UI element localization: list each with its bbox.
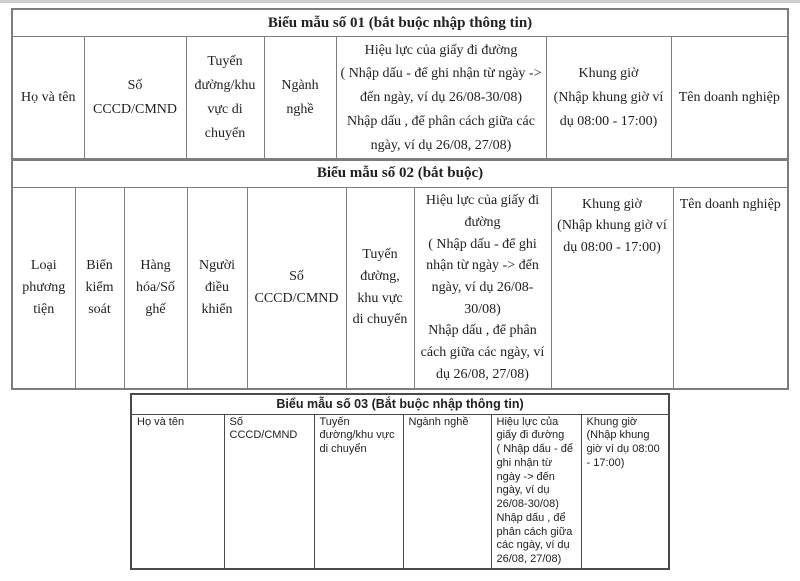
form01-table [11, 8, 789, 161]
form01-col-hieu-luc [336, 36, 546, 160]
form02-col-tuyen-duong [346, 187, 414, 389]
form01-col-tuyen-duong [186, 36, 264, 160]
form02-col-hang-hoa-so-ghe [124, 187, 187, 389]
column-label-line: Hiệu lực của giấy đi đường [364, 42, 518, 58]
column-label-line: Hiệu lực của giấy đi đường [496, 415, 565, 442]
form03-header-row [131, 414, 669, 569]
form03-table [130, 393, 670, 570]
column-label-line: Nhập dấu , để phân cách giữa các ngày, ví dụ 26/08, 27/08) [347, 113, 535, 153]
column-label: Người điều khiển [199, 258, 235, 317]
form02-col-so-cccd [247, 187, 346, 389]
column-label: Số CCCD/CMND [92, 78, 178, 117]
column-label: Tuyến đường/khu vực di chuyển [319, 415, 395, 455]
form01-header-row [12, 36, 788, 160]
column-label: Biển kiểm soát [85, 258, 114, 317]
column-label: Họ và tên [21, 90, 76, 106]
form03-col-tuyen-duong [314, 414, 403, 569]
form02-col-loai-phuong-tien [12, 187, 75, 389]
column-label-line: Hiệu lực của giấy đi đường [425, 193, 540, 230]
form03-title: Biểu mẫu số 03 (Bắt buộc nhập thông tin) [131, 394, 669, 414]
form02-title-row [12, 159, 788, 187]
form01-col-ho-va-ten [12, 36, 84, 160]
form02-col-ten-doanh-nghiep [673, 187, 788, 389]
column-label-line: ( Nhập dấu - để ghi nhận từ ngày -> đến ngày, ví dụ 26/08-30/08) [340, 66, 542, 106]
form01-col-so-cccd [84, 36, 186, 160]
form03-col-so-cccd [224, 414, 314, 569]
column-label: Số CCCD/CMND [254, 269, 339, 306]
form02-table [11, 158, 789, 390]
column-label: Tuyến đường/khu vực di chuyển [194, 54, 256, 141]
column-label: Tên doanh nghiệp [679, 196, 781, 212]
form03-title-row [131, 394, 669, 414]
column-label-line: Nhập dấu , để phân cách giữa các ngày, ví dụ 26/08, 27/08) [420, 323, 545, 382]
form03-col-nganh-nghe [403, 414, 491, 569]
form03-col-hieu-luc [491, 414, 581, 569]
column-label-line: Khung giờ [586, 415, 638, 428]
column-label: Tuyến đường, khu vực di chuyển [352, 247, 408, 328]
column-label: Tên doanh nghiệp [678, 90, 780, 106]
column-label-line: (Nhập khung giờ ví dụ 08:00 - 17:00) [557, 218, 667, 255]
form01-col-khung-gio [546, 36, 671, 160]
form02-col-nguoi-dieu-khien [187, 187, 247, 389]
form01-title: Biểu mẫu số 01 (bắt buộc nhập thông tin) [12, 9, 788, 36]
column-label: Số CCCD/CMND [229, 415, 298, 442]
column-label-line: Khung giờ [582, 196, 642, 212]
form01-title-row [12, 9, 788, 36]
column-label: Ngành nghề [408, 415, 469, 428]
form03-col-khung-gio [581, 414, 669, 569]
form02-col-bien-kiem-soat [75, 187, 124, 389]
form02-header-row [12, 187, 788, 389]
column-label-line: ( Nhập dấu - để ghi nhận từ ngày -> đến ngày, ví dụ 26/08-30/08) [496, 443, 573, 510]
column-label-line: (Nhập khung giờ ví dụ 08:00 - 17:00) [553, 90, 664, 129]
column-label: Ngành nghề [281, 78, 319, 117]
column-label: Họ và tên [137, 415, 185, 428]
column-label-line: Khung giờ [578, 66, 639, 82]
form02-title: Biểu mẫu số 02 (bắt buộc) [12, 159, 788, 187]
form02-col-khung-gio [551, 187, 673, 389]
column-label-line: Nhập dấu , để phân cách giữa các ngày, ví dụ 26/08, 27/08) [496, 511, 573, 565]
column-label-line: ( Nhập dấu - để ghi nhận từ ngày -> đến ngày, ví dụ 26/08-30/08) [426, 236, 539, 317]
column-label: Loại phương tiện [22, 258, 66, 317]
form01-col-ten-doanh-nghiep [671, 36, 788, 160]
column-label-line: (Nhập khung giờ ví dụ 08:00 - 17:00) [586, 429, 660, 469]
form01-col-nganh-nghe [264, 36, 336, 160]
column-label: Hàng hóa/Số ghế [136, 258, 175, 317]
page-top-edge [0, 0, 800, 3]
form03-col-ho-va-ten [131, 414, 224, 569]
form02-col-hieu-luc [414, 187, 551, 389]
